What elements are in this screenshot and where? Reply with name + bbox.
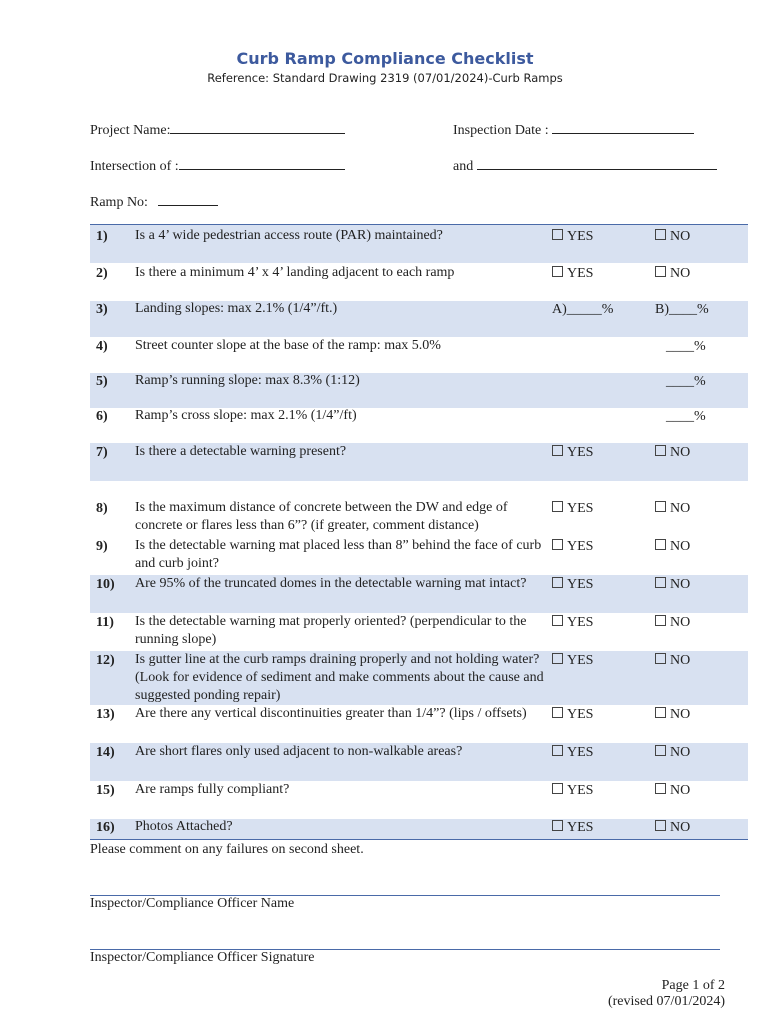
intersection-label: Intersection of : xyxy=(90,159,179,174)
item-question: Is the detectable warning mat placed less than 8” behind the face of curb and curb joint? xyxy=(135,538,542,571)
table-row xyxy=(90,443,748,481)
checkbox-icon xyxy=(552,820,563,831)
no-checkbox[interactable]: NO xyxy=(655,707,690,723)
item-number: 12) xyxy=(96,653,115,668)
checkbox-icon xyxy=(552,501,563,512)
checkbox-icon xyxy=(655,653,666,664)
intersection-line[interactable] xyxy=(179,155,345,170)
item-question: Are short flares only used adjacent to non-walkable areas? xyxy=(135,744,463,759)
table-row xyxy=(90,819,748,839)
no-checkbox[interactable]: NO xyxy=(655,783,690,799)
running-slope-input[interactable]: ____% xyxy=(666,374,706,389)
no-checkbox[interactable]: NO xyxy=(655,653,690,669)
counter-slope-input[interactable]: ____% xyxy=(666,339,706,354)
item-question: Is the detectable warning mat properly oriented? (perpendicular to the running slope) xyxy=(135,614,527,647)
item-question: Is there a detectable warning present? xyxy=(135,444,347,459)
table-row xyxy=(90,499,748,537)
inspection-date-label: Inspection Date : xyxy=(453,123,549,138)
item-number: 14) xyxy=(96,745,115,760)
table-row xyxy=(90,373,748,408)
cross-slope-input[interactable]: ____% xyxy=(666,409,706,424)
inspection-date-field[interactable] xyxy=(453,119,694,139)
table-row xyxy=(90,781,748,819)
checkbox-icon xyxy=(552,615,563,626)
yes-checkbox[interactable]: YES xyxy=(552,820,593,836)
checkbox-icon xyxy=(655,820,666,831)
item-number: 1) xyxy=(96,229,108,244)
table-row xyxy=(90,408,748,443)
and-label: and xyxy=(453,159,474,174)
checkbox-icon xyxy=(552,783,563,794)
item-question: Is there a minimum 4’ x 4’ landing adjacent to each ramp xyxy=(135,265,455,280)
item-question: Landing slopes: max 2.1% (1/4”/ft.) xyxy=(135,301,338,316)
yes-checkbox[interactable]: YES xyxy=(552,577,593,593)
no-checkbox[interactable]: NO xyxy=(655,229,690,245)
yes-checkbox[interactable]: YES xyxy=(552,539,593,555)
table-row xyxy=(90,613,748,651)
item-question: Photos Attached? xyxy=(135,819,233,834)
ramp-no-line[interactable] xyxy=(158,191,218,206)
table-row xyxy=(90,575,748,613)
item-number: 9) xyxy=(96,539,108,554)
checkbox-icon xyxy=(655,229,666,240)
item-number: 6) xyxy=(96,409,108,424)
item-number: 5) xyxy=(96,374,108,389)
revision-date: (revised 07/01/2024) xyxy=(607,994,725,1009)
item-number: 3) xyxy=(96,302,108,317)
yes-checkbox[interactable]: YES xyxy=(552,615,593,631)
yes-checkbox[interactable]: YES xyxy=(552,653,593,669)
checkbox-icon xyxy=(655,577,666,588)
landing-slope-b-input[interactable]: B)____% xyxy=(655,302,709,317)
project-name-label: Project Name: xyxy=(90,123,171,138)
reference-line: Reference: Standard Drawing 2319 (07/01/2024)-Curb Ramps xyxy=(207,71,563,85)
checkbox-icon xyxy=(552,653,563,664)
no-checkbox[interactable]: NO xyxy=(655,501,690,517)
item-number: 7) xyxy=(96,445,108,460)
table-row xyxy=(90,651,748,705)
checkbox-icon xyxy=(655,745,666,756)
checkbox-icon xyxy=(552,229,563,240)
no-checkbox[interactable]: NO xyxy=(655,445,690,461)
and-line[interactable] xyxy=(477,155,717,170)
checkbox-icon xyxy=(655,266,666,277)
yes-checkbox[interactable]: YES xyxy=(552,745,593,761)
checkbox-icon xyxy=(655,783,666,794)
yes-checkbox[interactable]: YES xyxy=(552,501,593,517)
checkbox-icon xyxy=(552,445,563,456)
item-number: 2) xyxy=(96,266,108,281)
item-question: Is the maximum distance of concrete between the DW and edge of concrete or flares less than 6”? (if greater, comment distance) xyxy=(135,500,508,533)
inspector-signature-label: Inspector/Compliance Officer Signature xyxy=(90,950,315,965)
checkbox-icon xyxy=(552,266,563,277)
and-field[interactable] xyxy=(453,155,717,175)
item-question: Ramp’s running slope: max 8.3% (1:12) xyxy=(135,373,360,388)
item-number: 16) xyxy=(96,820,115,835)
checklist-table xyxy=(90,224,748,840)
project-name-field[interactable] xyxy=(90,119,345,139)
item-number: 13) xyxy=(96,707,115,722)
inspector-name-label: Inspector/Compliance Officer Name xyxy=(90,896,295,911)
yes-checkbox[interactable]: YES xyxy=(552,445,593,461)
no-checkbox[interactable]: NO xyxy=(655,266,690,282)
checkbox-icon xyxy=(552,577,563,588)
table-row xyxy=(90,301,748,337)
table-spacer xyxy=(90,481,748,499)
checkbox-icon xyxy=(655,615,666,626)
checkbox-icon xyxy=(655,445,666,456)
page-title: Curb Ramp Compliance Checklist xyxy=(236,49,534,68)
table-row xyxy=(90,263,748,301)
table-row xyxy=(90,743,748,781)
item-number: 8) xyxy=(96,501,108,516)
yes-checkbox[interactable]: YES xyxy=(552,229,593,245)
yes-checkbox[interactable]: YES xyxy=(552,707,593,723)
ramp-no-field[interactable] xyxy=(90,191,218,211)
page-number: Page 1 of 2 xyxy=(661,978,725,993)
no-checkbox[interactable]: NO xyxy=(655,820,690,836)
no-checkbox[interactable]: NO xyxy=(655,615,690,631)
item-number: 15) xyxy=(96,783,115,798)
project-name-line[interactable] xyxy=(170,119,345,134)
yes-checkbox[interactable]: YES xyxy=(552,783,593,799)
landing-slope-a-input[interactable]: A)_____% xyxy=(552,302,614,317)
yes-checkbox[interactable]: YES xyxy=(552,266,593,282)
checkbox-icon xyxy=(655,707,666,718)
item-question: Street counter slope at the base of the ramp: max 5.0% xyxy=(135,338,441,353)
item-question: Are ramps fully compliant? xyxy=(135,782,290,797)
item-number: 10) xyxy=(96,577,115,592)
item-question: Are 95% of the truncated domes in the detectable warning mat intact? xyxy=(135,576,527,591)
ramp-no-label: Ramp No: xyxy=(90,195,148,210)
item-question: Ramp’s cross slope: max 2.1% (1/4”/ft) xyxy=(135,408,357,423)
item-question: Is a 4’ wide pedestrian access route (PAR) maintained? xyxy=(135,228,443,243)
no-checkbox[interactable]: NO xyxy=(655,539,690,555)
item-number: 11) xyxy=(96,615,114,630)
checkbox-icon xyxy=(655,501,666,512)
no-checkbox[interactable]: NO xyxy=(655,745,690,761)
table-row xyxy=(90,705,748,743)
checkbox-icon xyxy=(552,707,563,718)
table-row xyxy=(90,537,748,575)
item-question: Are there any vertical discontinuities greater than 1/4”? (lips / offsets) xyxy=(135,706,527,721)
table-row xyxy=(90,337,748,373)
item-number: 4) xyxy=(96,339,108,354)
no-checkbox[interactable]: NO xyxy=(655,577,690,593)
checkbox-icon xyxy=(655,539,666,550)
checkbox-icon xyxy=(552,745,563,756)
item-question: Is gutter line at the curb ramps draining properly and not holding water? (Look for evidence of sediment and make comments about the cause and suggested ponding repair) xyxy=(135,652,544,703)
checkbox-icon xyxy=(552,539,563,550)
inspection-date-line[interactable] xyxy=(552,119,694,134)
table-row xyxy=(90,225,748,263)
comment-note: Please comment on any failures on second sheet. xyxy=(90,842,364,857)
intersection-field[interactable] xyxy=(90,155,345,175)
